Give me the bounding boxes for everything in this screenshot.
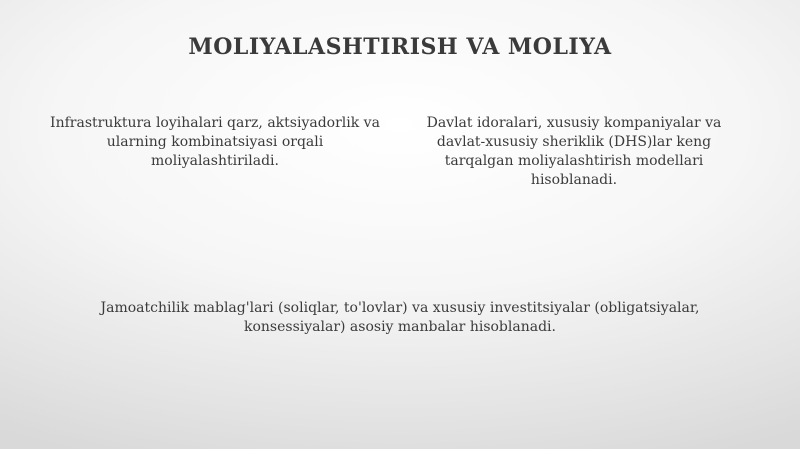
text-block-left: Infrastruktura loyihalari qarz, aktsiyadorlik va ularning kombinatsiyasi orqali moliyalashtiriladi. — [50, 115, 380, 169]
text-block-bottom: Jamoatchilik mablag'lari (soliqlar, to'lovlar) va xususiy investitsiyalar (obligatsiyalar, konsessiyalar) asosiy manbalar hisoblanadi. — [100, 300, 700, 335]
text-block-right: Davlat idoralari, xususiy kompaniyalar va davlat-xususiy sheriklik (DHS)lar keng tarqalgan moliyalashtirish modellari hisoblanadi. — [426, 115, 722, 188]
slide-title: MOLIYALASHTIRISH VA MOLIYA — [188, 34, 612, 60]
